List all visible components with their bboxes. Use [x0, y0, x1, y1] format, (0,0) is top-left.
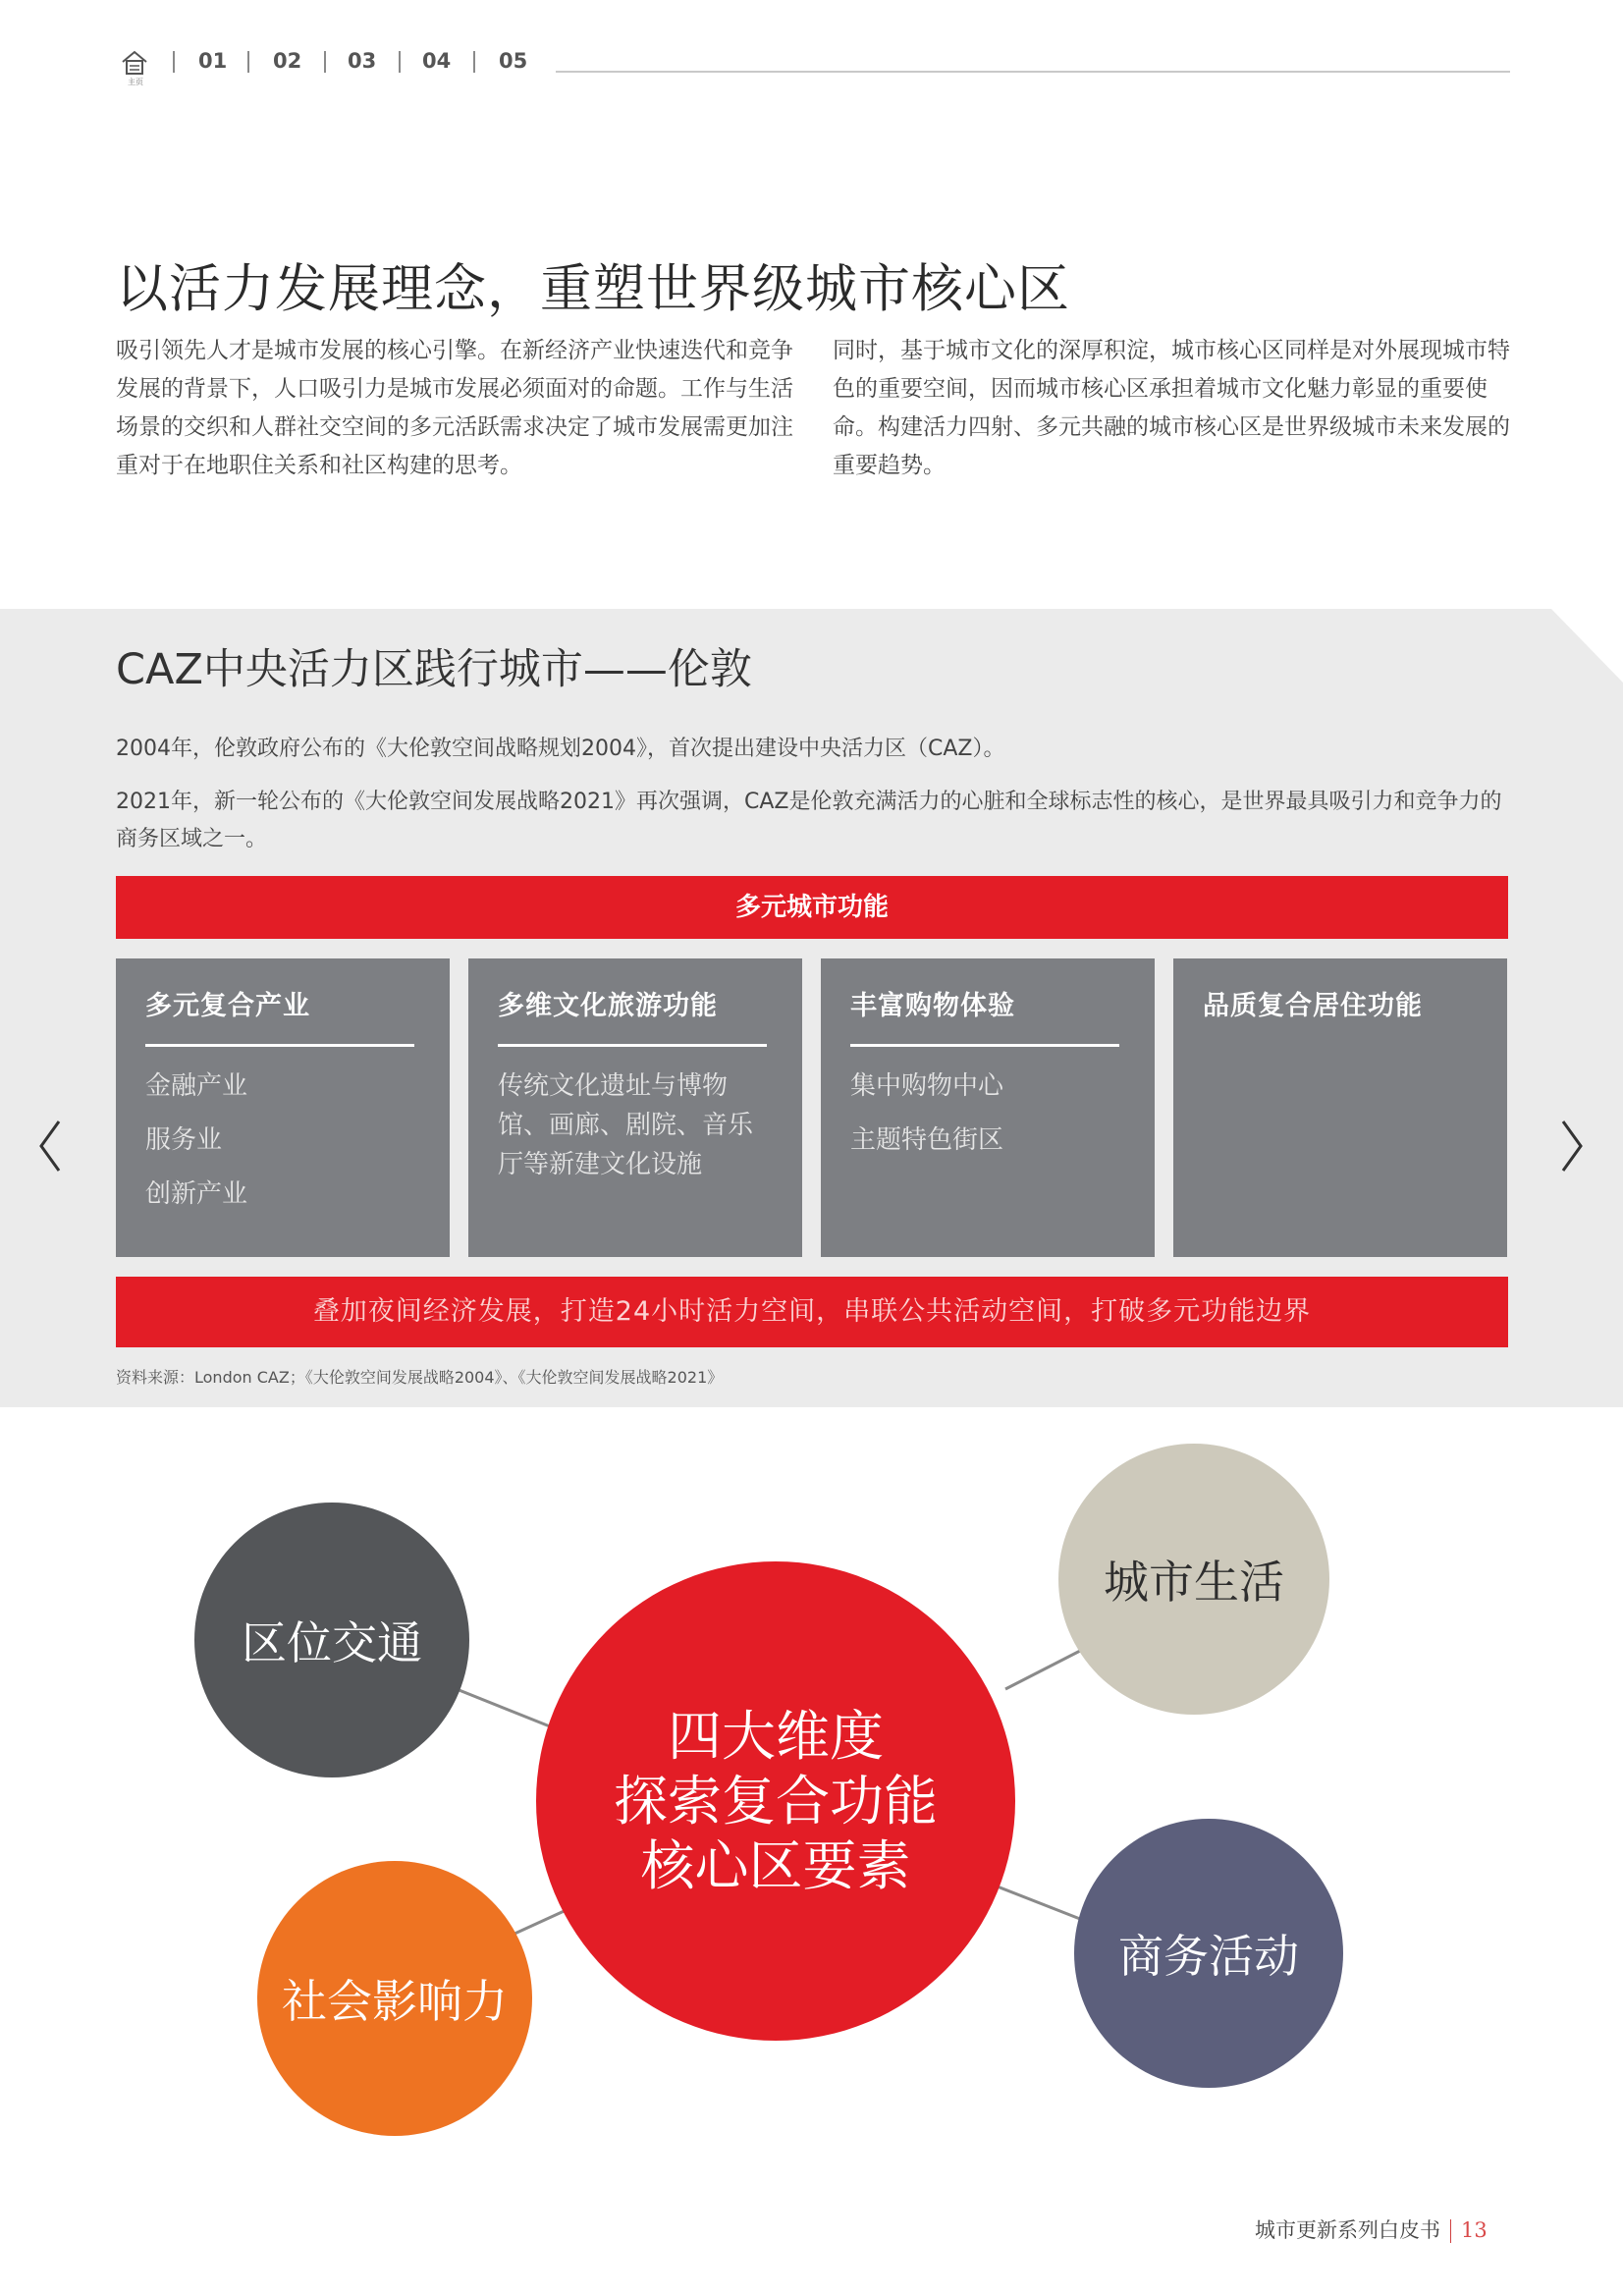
- caz-section-title: CAZ中央活力区践行城市——伦敦: [116, 645, 752, 694]
- card-divider: [145, 1044, 414, 1047]
- card-title: 多元复合产业: [145, 991, 310, 1021]
- nav-section-03[interactable]: 03: [348, 49, 377, 73]
- connector-line: [990, 1884, 1080, 1919]
- card-item: 传统文化遗址与博物馆、画廊、剧院、音乐厅等新建文化设施: [498, 1071, 754, 1179]
- chevron-right-icon: [1553, 1112, 1593, 1180]
- footer-separator: [1450, 2219, 1451, 2243]
- four-dimensions-diagram: [0, 1414, 1623, 2170]
- function-card-industry: [116, 958, 450, 1257]
- center-line: 四大维度: [667, 1705, 884, 1768]
- card-item: 主题特色街区: [850, 1125, 1004, 1155]
- chevron-left-icon: [29, 1112, 69, 1180]
- next-arrow-button[interactable]: [1553, 1112, 1593, 1180]
- connector-line: [1005, 1650, 1082, 1689]
- footer-series-title: 城市更新系列白皮书: [1255, 2218, 1440, 2242]
- caz-paragraph-2021: 2021年，新一轮公布的《大伦敦空间发展战略2021》再次强调，CAZ是伦敦充满活力的心脏和全球标志性的核心，是世界最具吸引力和竞争力的商务区域之一。: [116, 790, 1502, 851]
- bubble-urban-life: 城市生活: [1058, 1444, 1329, 1715]
- nav-separator: [324, 51, 326, 73]
- page-footer: [1255, 2214, 1488, 2244]
- card-item: 集中购物中心: [850, 1071, 1004, 1101]
- nav-separator: [399, 51, 401, 73]
- urban-functions-banner: 多元城市功能: [116, 876, 1508, 939]
- caz-paragraph-2004: 2004年，伦敦政府公布的《大伦敦空间战略规划2004》，首次提出建设中央活力区（CAZ）。: [116, 737, 1005, 761]
- bubble-center: [536, 1561, 1015, 2041]
- function-card-residential: [1173, 958, 1507, 1257]
- night-economy-banner: 叠加夜间经济发展，打造24小时活力空间，串联公共活动空间，打破多元功能边界: [116, 1277, 1508, 1347]
- page-number: 13: [1461, 2218, 1488, 2242]
- card-title: 多维文化旅游功能: [498, 991, 718, 1021]
- bubble-social-influence: 社会影响力: [257, 1861, 532, 2136]
- intro-paragraph-right: 同时，基于城市文化的深厚积淀，城市核心区同样是对外展现城市特色的重要空间，因而城市核心区承担着城市文化魅力彰显的重要使命。构建活力四射、多元共融的城市核心区是世界级城市未来发展的重要趋势。: [833, 338, 1510, 478]
- nav-section-01[interactable]: 01: [198, 49, 228, 73]
- function-card-shopping: [821, 958, 1155, 1257]
- top-navigation: [116, 45, 1510, 84]
- card-title: 丰富购物体验: [850, 991, 1015, 1021]
- card-item: 服务业: [145, 1125, 223, 1155]
- card-divider: [850, 1044, 1119, 1047]
- card-item: 金融产业: [145, 1071, 248, 1101]
- card-item: 创新产业: [145, 1179, 248, 1209]
- nav-section-05[interactable]: 05: [499, 49, 528, 73]
- nav-separator: [247, 51, 249, 73]
- page-title: 以活力发展理念，重塑世界级城市核心区: [116, 259, 1070, 319]
- function-card-culture-tourism: [468, 958, 802, 1257]
- intro-paragraph-left: 吸引领先人才是城市发展的核心引擎。在新经济产业快速迭代和竞争发展的背景下，人口吸引力是城市发展必须面对的命题。工作与生活场景的交织和人群社交空间的多元活跃需求决定了城市发展需更加注重对于在地职住关系和社区构建的思考。: [116, 338, 793, 478]
- center-line: 核心区要素: [640, 1834, 911, 1897]
- home-label: 主页: [128, 78, 143, 86]
- home-button[interactable]: [120, 49, 149, 84]
- home-icon: [120, 49, 149, 77]
- card-divider: [498, 1044, 767, 1047]
- nav-divider-line: [556, 71, 1510, 73]
- previous-arrow-button[interactable]: [29, 1112, 69, 1180]
- nav-separator: [473, 51, 475, 73]
- center-line: 探索复合功能: [613, 1770, 938, 1832]
- bubble-location-transport: 区位交通: [194, 1503, 469, 1777]
- card-title: 品质复合居住功能: [1203, 991, 1423, 1021]
- nav-section-04[interactable]: 04: [422, 49, 452, 73]
- nav-section-02[interactable]: 02: [273, 49, 302, 73]
- nav-separator: [173, 51, 175, 73]
- source-note: 资料来源：London CAZ；《大伦敦空间发展战略2004》、《大伦敦空间发展战略2021》: [116, 1368, 724, 1387]
- bubble-business-activity: 商务活动: [1074, 1819, 1343, 2088]
